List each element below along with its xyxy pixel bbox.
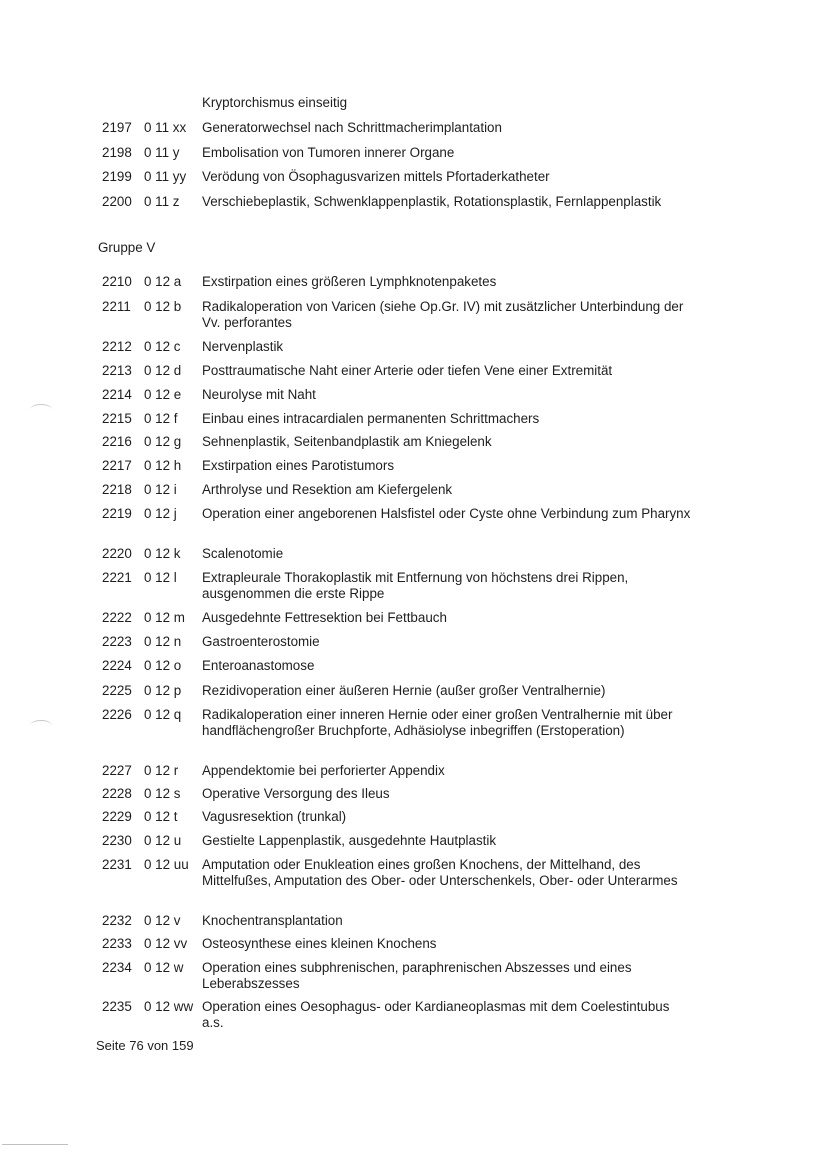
entry-number: 2210 [102, 274, 132, 289]
entry-code: 0 12 n [144, 634, 182, 649]
entry-code: 0 12 q [144, 707, 182, 722]
entry-text: Gastroenterostomie [202, 634, 320, 649]
entry-text: Nervenplastik [202, 339, 284, 354]
entry-code: 0 12 c [144, 339, 181, 354]
entry-text: Appendektomie bei perforierter Appendix [202, 763, 445, 778]
entry-text: Extrapleurale Thorakoplastik mit Entfernung von höchstens drei Rippen, ausgenommen die erste Rippe [202, 570, 629, 601]
entry-code: 0 12 ww [144, 999, 194, 1014]
entry-code: 0 12 h [144, 458, 182, 473]
entry-number: 2227 [102, 763, 132, 778]
entry-code: 0 12 r [144, 763, 179, 778]
entry-text: Operation eines Oesophagus- oder Kardianeoplasmas mit dem Coelestintubus a.s. [202, 999, 670, 1030]
entry-code: 0 12 d [144, 363, 182, 378]
entry-number: 2197 [102, 120, 132, 135]
entry-number: 2223 [102, 634, 132, 649]
entry-text: Neurolyse mit Naht [202, 387, 316, 402]
entry-text: Amputation oder Enukleation eines großen Knochens, der Mittelhand, des Mittelfußes, Amputation des Ober- oder Unterschenkels, Ober- oder Unterarmes [202, 857, 678, 888]
entry-code: 0 12 u [144, 833, 182, 848]
entry-code: 0 12 v [144, 913, 181, 928]
entry-code: 0 12 s [144, 786, 181, 801]
entry-code: 0 12 t [144, 809, 178, 824]
entry-text: Operative Versorgung des Ileus [202, 786, 390, 801]
entry-number: 2199 [102, 169, 132, 184]
entry-text: Kryptorchismus einseitig [202, 95, 348, 110]
entry-number: 2224 [102, 658, 132, 673]
punch-hole-mark [30, 404, 52, 415]
entry-number: 2234 [102, 960, 132, 975]
entry-code: 0 12 p [144, 683, 182, 698]
page-number-footer: Seite 76 von 159 [96, 1038, 194, 1053]
entry-number: 2212 [102, 339, 132, 354]
entry-number: 2218 [102, 482, 132, 497]
entry-code: 0 12 w [144, 960, 184, 975]
entry-number: 2213 [102, 363, 132, 378]
entry-text: Knochentransplantation [202, 913, 343, 928]
entry-number: 2220 [102, 546, 132, 561]
entry-code: 0 12 e [144, 387, 182, 402]
entry-text: Enteroanastomose [202, 658, 315, 673]
entry-text: Vagusresektion (trunkal) [202, 809, 347, 824]
entry-number: 2231 [102, 857, 132, 872]
entry-number: 2219 [102, 506, 132, 521]
entry-text: Gestielte Lappenplastik, ausgedehnte Hautplastik [202, 833, 497, 848]
entry-text: Sehnenplastik, Seitenbandplastik am Kniegelenk [202, 434, 492, 449]
entry-text: Embolisation von Tumoren innerer Organe [202, 145, 455, 160]
entry-code: 0 12 a [144, 274, 182, 289]
entry-text: Radikaloperation einer inneren Hernie oder einer großen Ventralhernie mit über handflächengroßer Bruchpforte, Adhäsiolyse inbegriffen (Erstoperation) [202, 707, 673, 738]
entry-text: Einbau eines intracardialen permanenten Schrittmachers [202, 411, 540, 426]
entry-code: 0 12 f [144, 411, 178, 426]
entry-code: 0 12 o [144, 658, 182, 673]
entry-text: Exstirpation eines größeren Lymphknotenpaketes [202, 274, 497, 289]
entry-code: 0 12 l [144, 570, 177, 585]
entry-text: Operation einer angeborenen Halsfistel oder Cyste ohne Verbindung zum Pharynx [202, 506, 691, 521]
entry-number: 2230 [102, 833, 132, 848]
entry-number: 2200 [102, 194, 132, 209]
entry-text: Rezidivoperation einer äußeren Hernie (außer großer Ventralhernie) [202, 683, 606, 698]
entry-code: 0 12 k [144, 546, 181, 561]
entry-code: 0 12 vv [144, 936, 188, 951]
entry-number: 2235 [102, 999, 132, 1014]
entry-code: 0 12 m [144, 610, 185, 625]
entry-text: Ausgedehnte Fettresektion bei Fettbauch [202, 610, 447, 625]
punch-hole-mark [30, 720, 52, 731]
entry-number: 2225 [102, 683, 132, 698]
entry-text: Operation eines subphrenischen, paraphrenischen Abszesses und eines Leberabszesses [202, 960, 632, 991]
entry-text: Osteosynthese eines kleinen Knochens [202, 936, 437, 951]
entry-text: Radikaloperation von Varicen (siehe Op.Gr. IV) mit zusätzlicher Unterbindung der Vv. perforantes [202, 299, 684, 330]
entry-text: Exstirpation eines Parotistumors [202, 458, 395, 473]
entry-number: 2215 [102, 411, 132, 426]
entry-number: 2211 [102, 299, 131, 314]
entry-number: 2228 [102, 786, 132, 801]
scan-artifact-line [2, 1144, 68, 1145]
entry-code: 0 12 j [144, 506, 177, 521]
entry-number: 2229 [102, 809, 132, 824]
entry-code: 0 12 b [144, 299, 182, 314]
entry-code: 0 12 g [144, 434, 182, 449]
entry-number: 2221 [102, 570, 132, 585]
entry-number: 2232 [102, 913, 132, 928]
group-heading: Gruppe V [98, 240, 156, 255]
entry-code: 0 11 xx [144, 120, 187, 135]
entry-text: Verschiebeplastik, Schwenklappenplastik, Rotationsplastik, Fernlappenplastik [202, 194, 662, 209]
entry-text: Scalenotomie [202, 546, 284, 561]
entry-code: 0 11 z [144, 194, 180, 209]
entry-code: 0 12 i [144, 482, 177, 497]
entry-code: 0 11 yy [144, 169, 187, 184]
entry-number: 2216 [102, 434, 132, 449]
entry-number: 2233 [102, 936, 132, 951]
entry-text: Posttraumatische Naht einer Arterie oder tiefen Vene einer Extremität [202, 363, 613, 378]
entry-code: 0 12 uu [144, 857, 189, 872]
entry-number: 2222 [102, 610, 132, 625]
entry-text: Generatorwechsel nach Schrittmacherimplantation [202, 120, 502, 135]
entry-code: 0 11 y [144, 145, 180, 160]
entry-text: Verödung von Ösophagusvarizen mittels Pfortaderkatheter [202, 169, 550, 184]
entry-number: 2226 [102, 707, 132, 722]
entry-number: 2198 [102, 145, 132, 160]
entry-text: Arthrolyse und Resektion am Kiefergelenk [202, 482, 453, 497]
entry-number: 2217 [102, 458, 132, 473]
entry-number: 2214 [102, 387, 132, 402]
